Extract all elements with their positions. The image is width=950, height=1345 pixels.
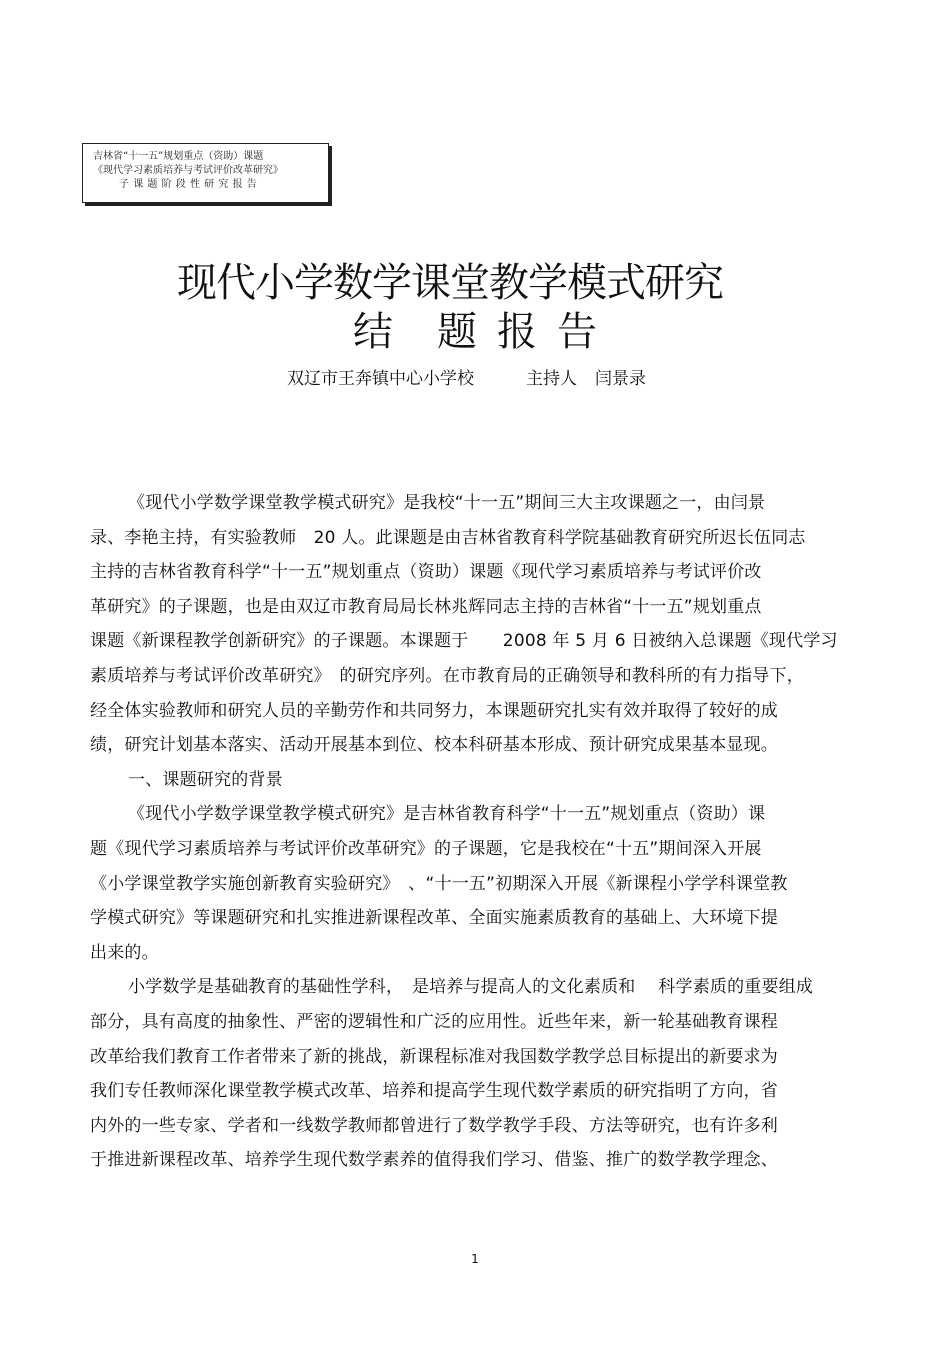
body-line: 绩，研究计划基本落实、活动开展基本到位、校本科研基本形成、预计研究成果基本显现。 <box>90 735 778 756</box>
body-line: 出来的。 <box>90 942 159 963</box>
body-line: 经全体实验教师和研究人员的辛勤劳作和共同努力，本课题研究扎实有效并取得了较好的成 <box>90 700 778 721</box>
body-text <box>90 486 870 1178</box>
subtitle-char-2: 题 <box>437 309 477 355</box>
body-line: 我们专任教师深化课堂教学模式改革、培养和提高学生现代数学素质的研究指明了方向，省 <box>90 1081 778 1102</box>
page-number: 1 <box>471 1252 479 1266</box>
section-heading: 一、课题研究的背景 <box>128 769 283 790</box>
body-line: 于推进新课程改革、培养学生现代数学素养的值得我们学习、借鉴、推广的数学教学理念、 <box>90 1150 778 1171</box>
body-line: 《小学课堂教学实施创新教育实验研究》 、“十一五”初期深入开展《新课程小学学科课堂教 <box>90 873 788 894</box>
body-line: 主持的吉林省教育科学“十一五”规划重点（资助）课题《现代学习素质培养与考试评价改 <box>90 562 762 583</box>
body-line: 小学数学是基础教育的基础性学科， 是培养与提高人的文化素质和 科学素质的重要组成 <box>128 977 814 998</box>
body-line: 素质培养与考试评价改革研究》 的研究序列。在市教育局的正确领导和教科所的有力指导下， <box>90 665 804 686</box>
header-line-3: 子课题阶段性研究报告 <box>119 179 261 190</box>
subtitle-char-3: 报 <box>497 309 537 355</box>
subtitle-char-1: 结 <box>353 309 393 355</box>
byline <box>287 366 646 392</box>
body-line: 《现代小学数学课堂教学模式研究》是吉林省教育科学“十一五”规划重点（资助）课 <box>128 804 766 825</box>
header-line-2: 《现代学习素质培养与考试评价改革研究》 <box>93 165 283 176</box>
document-subtitle <box>0 304 950 360</box>
body-line: 改革给我们教育工作者带来了新的挑战，新课程标准对我国数学教学总目标提出的新要求为 <box>90 1046 778 1067</box>
body-line: 题《现代学习素质培养与考试评价改革研究》的子课题，它是我校在“十五”期间深入开展 <box>90 838 762 859</box>
body-line: 学模式研究》等课题研究和扎实推进新课程改革、全面实施素质教育的基础上、大环境下提 <box>90 908 778 929</box>
byline-school: 双辽市王奔镇中心小学校 <box>287 369 474 389</box>
header-line-1: 吉林省“十一五”规划重点（资助）课题 <box>93 151 264 162</box>
byline-role: 主持人 <box>526 369 577 389</box>
body-line: 内外的一些专家、学者和一线数学教师都曾进行了数学教学手段、方法等研究，也有许多利 <box>90 1115 778 1136</box>
subtitle-char-4: 告 <box>557 309 597 355</box>
byline-name: 闫景录 <box>595 369 646 389</box>
body-line: 革研究》的子课题，也是由双辽市教育局局长林兆辉同志主持的吉林省“十一五”规划重点 <box>90 596 762 617</box>
body-line: 《现代小学数学课堂教学模式研究》是我校“十一五”期间三大主攻课题之一，由闫景 <box>128 493 766 513</box>
body-line: 部分，具有高度的抽象性、严密的逻辑性和广泛的应用性。近些年来，新一轮基础教育课程 <box>90 1011 778 1032</box>
document-title: 现代小学数学课堂教学模式研究 <box>177 260 723 306</box>
header-box <box>82 143 329 203</box>
body-line: 录、李艳主持，有实验教师 20 人。此课题是由吉林省教育科学院基础教育研究所迟长伍同志 <box>90 527 806 548</box>
body-line: 课题《新课程教学创新研究》的子课题。本课题于 2008 年 5 月 6 日被纳入总课题《现代学习 <box>90 631 838 652</box>
